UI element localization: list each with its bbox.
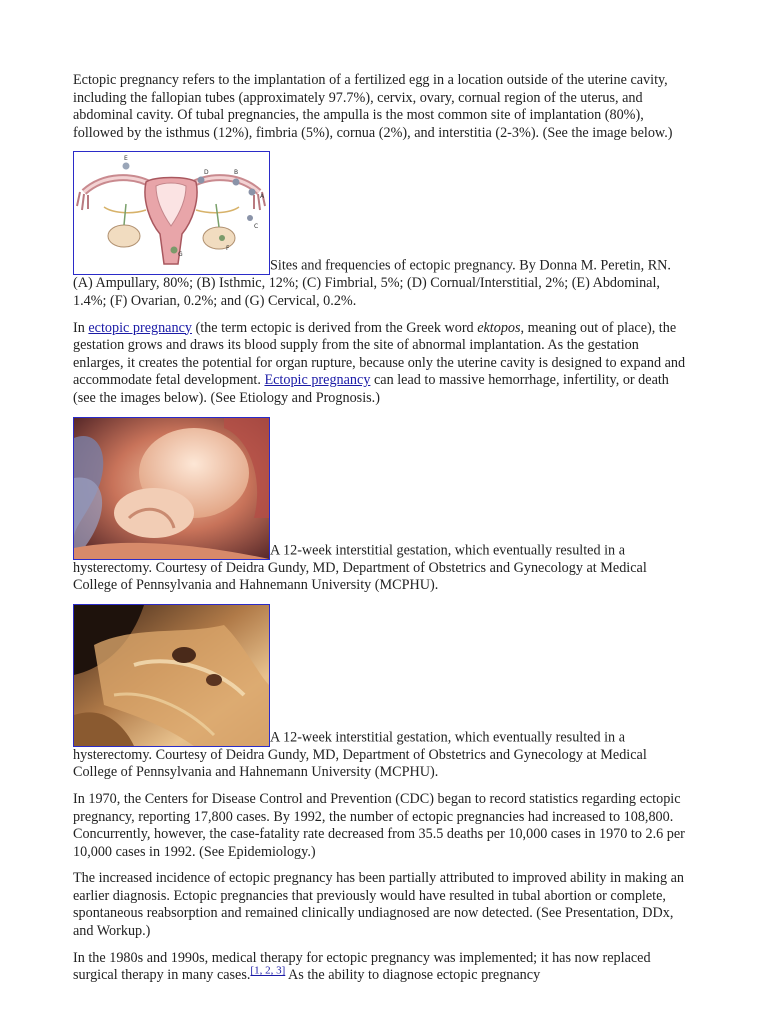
statistics-paragraph: In 1970, the Centers for Disease Control and Prevention (CDC) began to record statistics regarding ectopic pregnancy, reporting 17,800 cases. By 1992, the number of ectopic pregnancies had increased to 108,800. Concurrently, however, the case-fatality rate decreased from 35.5 deaths per 10,000 cases in 1970 to 2.6 per 10,000 cases in 1992. (See Epidemiology.) <box>73 790 685 860</box>
ectopic-pregnancy-link[interactable]: ectopic pregnancy <box>88 319 192 336</box>
ectopic-pregnancy-link[interactable]: Ectopic pregnancy <box>264 372 371 389</box>
definition-paragraph: In ectopic pregnancy (the term ectopic is derived from the Greek word ektopos, meaning out of place), the gestation grows and draws its blood supply from the site of abnormal implantation. As the gestation enlarges, it creates the potential for organ rupture, because only the uterine cavity is designed to expand and accommodate fetal development. Ectopic pregnancy can lead to massive hemorrhage, infertility, or death (see the images below). (See Etiology and Prognosis.) <box>73 319 686 406</box>
label-g: G <box>178 251 183 259</box>
gestation-photo[interactable] <box>73 417 270 560</box>
figure-caption: Sites and frequencies of ectopic pregnancy. By Donna M. Peretin, RN. (A) Ampullary, 80%; (B) Isthmic, 12%; (C) Fimbrial, 5%; (D) Cornual/Interstitial, 2%; (E) Abdominal, 1.4%; (F) Ovarian, 0.2%; and (G) Cervical, 0.2%. <box>73 257 671 309</box>
article-body <box>73 72 691 994</box>
label-d: D <box>204 169 209 177</box>
medical-therapy-paragraph: In the 1980s and 1990s, medical therapy for ectopic pregnancy was implemented; it has now replaced surgical therapy in many cases.[1, 2, 3] As the ability to diagnose ectopic pregnancy <box>73 949 651 984</box>
greek-term: ektopos <box>477 319 521 336</box>
figure-caption: A 12-week interstitial gestation, which eventually resulted in a hysterectomy. Courtesy of Deidra Gundy, MD, Department of Obstetrics and Gynecology at Medical College of Pennsylvania and Hahnemann University (MCPHU). <box>73 729 647 781</box>
label-b: B <box>234 169 239 177</box>
label-e: E <box>124 155 128 163</box>
intro-paragraph: Ectopic pregnancy refers to the implantation of a fertilized egg in a location outside of the uterine cavity, including the fallopian tubes (approximately 97.7%), cervix, ovary, cornual region of the uterus, and abdominal cavity. Of tubal pregnancies, the ampulla is the most common site of implantation (80%), followed by the isthmus (12%), fimbria (5%), cornua (2%), and interstitia (2-3%). (See the image below.) <box>73 72 673 141</box>
label-f: F <box>226 245 230 253</box>
uterus-diagram-image[interactable] <box>73 151 270 275</box>
reference-link[interactable]: [1, 2, 3] <box>250 964 286 977</box>
figure-ectopic-sites <box>73 151 691 310</box>
gestation-photo[interactable] <box>73 604 270 747</box>
figure-interstitial-gestation-2 <box>73 604 691 782</box>
label-c: C <box>254 223 259 231</box>
label-a: A <box>260 193 265 201</box>
figure-caption: A 12-week interstitial gestation, which eventually resulted in a hysterectomy. Courtesy of Deidra Gundy, MD, Department of Obstetrics and Gynecology at Medical College of Pennsylvania and Hahnemann University (MCPHU). <box>73 541 647 594</box>
figure-interstitial-gestation-1 <box>73 417 691 595</box>
incidence-paragraph: The increased incidence of ectopic pregnancy has been partially attributed to improved ability in making an earlier diagnosis. Ectopic pregnancies that previously would have resulted in tubal abortion or complete, spontaneous reabsorption and remained clinically undiagnosed are now detected. (See Presentation, DDx, and Workup.) <box>73 870 685 940</box>
